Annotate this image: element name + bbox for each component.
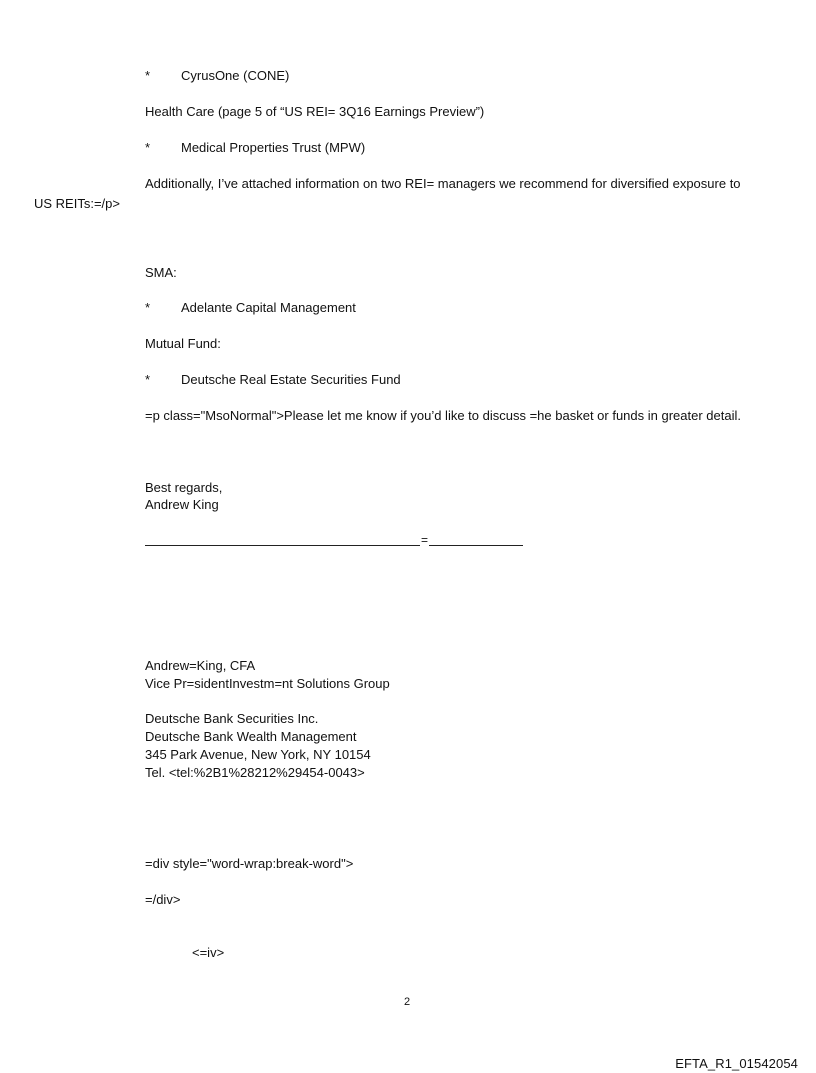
bullet-deutsche-fund: * — [145, 372, 151, 387]
artifact-div-tail: <=iv> — [192, 945, 225, 960]
sma-label: SMA: — [145, 265, 177, 280]
document-id: EFTA_R1_01542054 — [675, 1056, 798, 1071]
signature-title: Vice Pr=sidentInvestm=nt Solutions Group — [145, 676, 390, 691]
artifact-div-open: =div style="word-wrap:break-word"> — [145, 856, 354, 871]
signoff-name: Andrew King — [145, 497, 219, 512]
signature-divider — [145, 545, 523, 546]
mutual-fund-label: Mutual Fund: — [145, 336, 221, 351]
signature-divider-marker: = — [421, 533, 429, 547]
bullet-cyrusone: * — [145, 68, 151, 83]
closing: Best regards, — [145, 480, 223, 495]
bullet-adelante: * — [145, 300, 151, 315]
artifact-div-close: =/div> — [145, 892, 181, 907]
item-adelante: Adelante Capital Management — [181, 300, 356, 315]
page-number: 2 — [404, 996, 411, 1008]
signature-company-1: Deutsche Bank Securities Inc. — [145, 711, 319, 726]
signature-company-2: Deutsche Bank Wealth Management — [145, 729, 357, 744]
health-care-heading: Health Care (page 5 of “US REI= 3Q16 Earnings Preview”) — [145, 104, 485, 119]
signature-address: 345 Park Avenue, New York, NY 10154 — [145, 747, 371, 762]
bullet-mpw: * — [145, 140, 151, 155]
item-deutsche-fund: Deutsche Real Estate Securities Fund — [181, 372, 401, 387]
signature-tel: Tel. <tel:%2B1%28212%29454-0043> — [145, 765, 365, 780]
additionally-line-2: US REITs:=/p> — [34, 196, 120, 211]
item-mpw: Medical Properties Trust (MPW) — [181, 140, 366, 155]
please-let-me-know: =p class="MsoNormal">Please let me know if you’d like to discuss =he basket or funds in greater detail. — [145, 408, 741, 423]
signature-name: Andrew=King, CFA — [145, 658, 256, 673]
item-cyrusone: CyrusOne (CONE) — [181, 68, 290, 83]
additionally-line-1: Additionally, I’ve attached information on two REI= managers we recommend for diversified exposure to — [145, 176, 741, 191]
